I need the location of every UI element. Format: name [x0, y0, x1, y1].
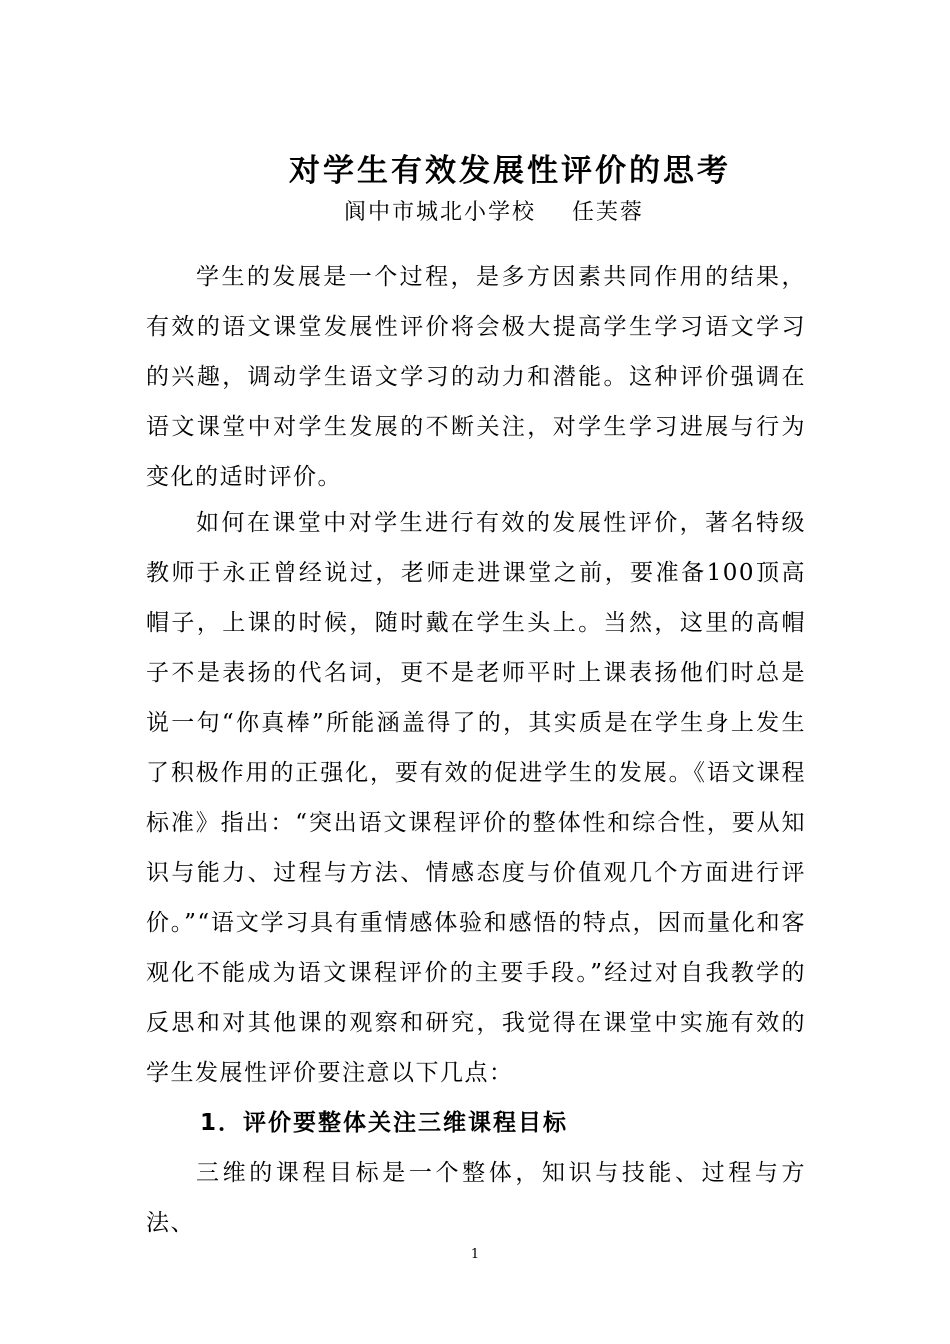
paragraph-1: 学生的发展是一个过程，是多方因素共同作用的结果，有效的语文课堂发展性评价将会极大提高学生学习语文学习的兴趣，调动学生语文学习的动力和潜能。这种评价强调在语文课堂中对学生发展的不断关注，对学生学习进展与行为变化的适时评价。: [146, 264, 806, 490]
page-number: 1: [470, 1247, 480, 1262]
section-heading: 1．评价要整体关注三维课程目标: [200, 1110, 569, 1136]
section-paragraph: 三维的课程目标是一个整体，知识与技能、过程与方法、: [146, 1160, 806, 1236]
paragraph-2: 如何在课堂中对学生进行有效的发展性评价，著名特级教师于永正曾经说过，老师走进课堂之前，要准备100顶高帽子，上课的时候，随时戴在学生头上。当然，这里的高帽子不是表扬的代名词，更不是老师平时上课表扬他们时总是说一句“你真棒”所能涵盖得了的，其实质是在学生身上发生了积极作用的正强化，要有效的促进学生的发展。《语文课程标准》指出：“突出语文课程评价的整体性和综合性，要从知识与能力、过程与方法、情感态度与价值观几个方面进行评价。”“语文学习具有重情感体验和感悟的特点，因而量化和客观化不能成为语文课程评价的主要手段。”经过对自我教学的反思和对其他课的观察和研究，我觉得在课堂中实施有效的学生发展性评价要注意以下几点：: [146, 510, 806, 1086]
byline: [344, 196, 644, 230]
byline-school: 阆中市城北小学校: [344, 200, 537, 225]
byline-author: 任芙蓉: [572, 200, 645, 225]
document-title: 对学生有效发展性评价的思考: [289, 152, 731, 189]
